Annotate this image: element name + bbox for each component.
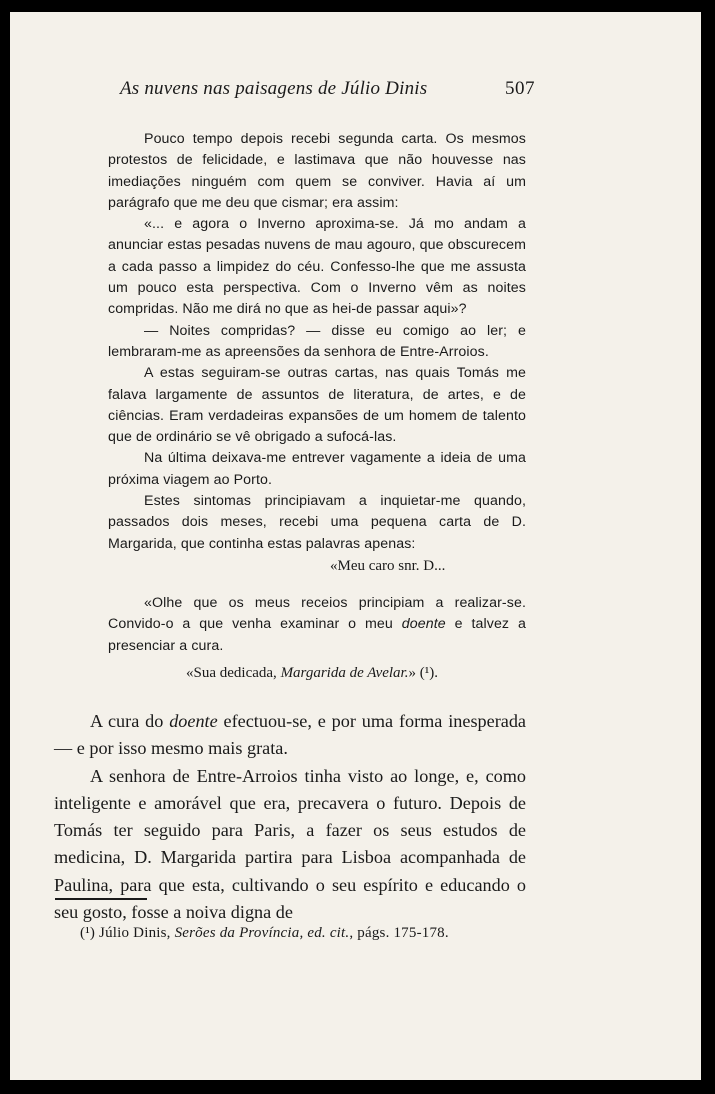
paragraph: — Noites compridas? — disse eu comigo ao ler; e lembraram-me as apreensões da senhora de Entre-Arroios. <box>108 322 526 360</box>
footnote-marker: (¹) <box>80 925 96 941</box>
letter-salutation: «Meu caro snr. D... <box>330 558 446 574</box>
paragraph: A estas seguiram-se outras cartas, nas quais Tomás me falava largamente de assuntos de literatura, de artes, e de ciências. Eram verdadeiras expansões de um homem de talento que de ordinário se vê obrigado a sufocá-las. <box>108 365 526 446</box>
footnote: (¹) Júlio Dinis, Serões da Província, ed. cit., págs. 175-178. <box>80 925 449 941</box>
work-title: Serões da Província <box>174 925 300 941</box>
paragraph: «... e agora o Inverno aproxima-se. Já mo andam a anunciar estas pesadas nuvens de mau agouro, que obscurecem a cada passo a limpidez do céu. Confesso-lhe que me assusta um pouco esta perspectiva. Com o Inverno vêm as noites compridas. Não me dirá no que as hei-de passar aqui»? <box>108 216 526 318</box>
footnote-divider <box>55 898 147 900</box>
letter-body: «Olhe que os meus receios principiam a realizar-se. Convido-o a que venha examinar o meu doente e talvez a presenciar a cura. <box>108 595 526 654</box>
paragraph: Na última deixava-me entrever vagamente a ideia de uma próxima viagem ao Porto. <box>108 450 526 488</box>
page-number: 507 <box>505 78 535 99</box>
letter-closing: «Sua dedicada, Margarida de Avelar.» (¹). <box>186 665 438 681</box>
paragraph: Pouco tempo depois recebi segunda carta. Os mesmos protestos de felicidade, e lastimava que não houvesse nas imediações ninguém com quem se conviver. Havia aí um parágrafo que me deu que cismar; era assim: <box>108 131 526 211</box>
paragraph: A senhora de Entre-Arroios tinha visto ao longe, e, como inteligente e amorável que era, precavera o futuro. Depois de Tomás ter seguido para Paris, a fazer os seus estudos de medicina, D. Margarida partira para Lisboa acompanhada de Paulina, para que esta, cultivando o seu espírito e educando o seu gosto, fosse a noiva digna de <box>54 765 526 923</box>
signature-name: Margarida de Avelar. <box>280 665 409 681</box>
quoted-passage <box>108 129 526 555</box>
emphasis: doente <box>169 711 218 731</box>
running-title: As nuvens nas paisagens de Júlio Dinis <box>120 78 428 99</box>
emphasis: doente <box>401 616 446 633</box>
main-text: A cura do doente efectuou-se, e por uma forma inesperada — e por isso mesmo mais grata. A senhora de Entre-Arroios tinha visto ao longe, e, como inteligente e amorável que era, precavera o futuro. Depois de Tomás ter seguido para Paris, a fazer os seus estudos de medicina, D. Margarida partira para Lisboa acompanhada de Paulina, para que esta, cultivando o seu espírito e educando o seu gosto, fosse a noiva digna de <box>54 708 526 926</box>
paragraph: Estes sintomas principiavam a inquietar-me quando, passados dois meses, recebi uma pequena carta de D. Margarida, que continha estas palavras apenas: <box>108 493 526 552</box>
